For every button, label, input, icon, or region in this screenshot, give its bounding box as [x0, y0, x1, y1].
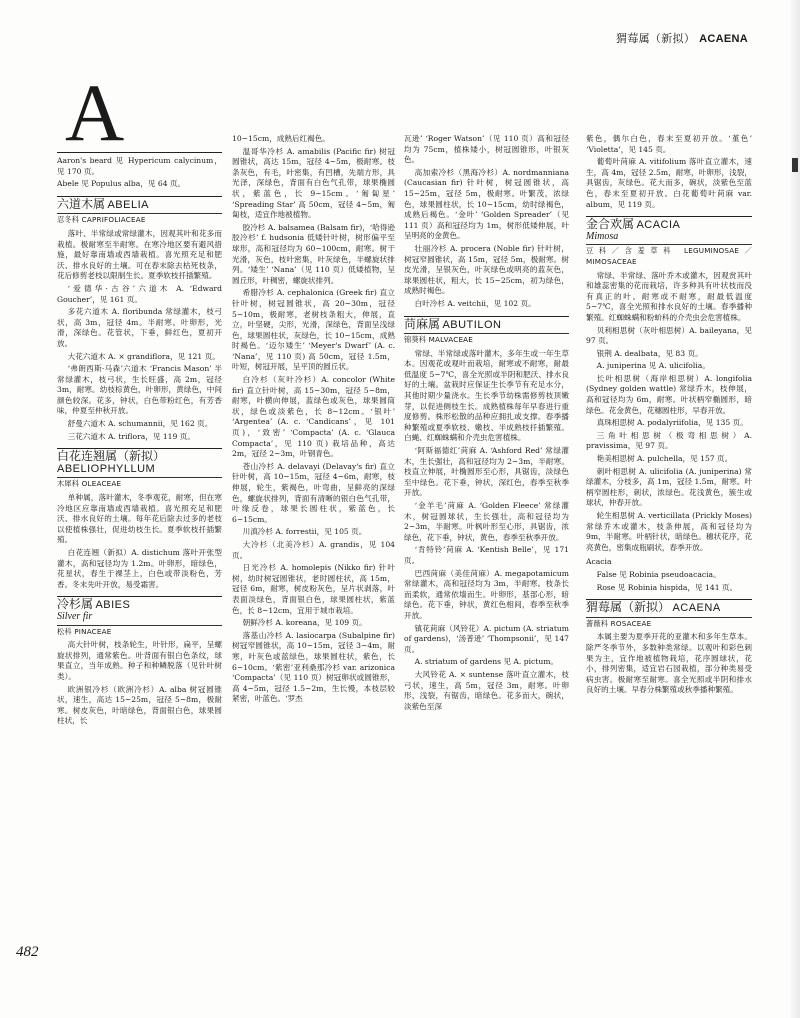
- entry: 大风铃花 A. × suntense 落叶直立灌木，枝弓状，速生，高 5m，冠径 3m，耐寒。叶卵形，浅裂，有锯齿，暗绿色。花多而大，碗状，淡紫色至深: [404, 669, 569, 711]
- entry: 三花六道木 A. triflora，见 119 页。: [67, 431, 195, 441]
- genus-common-name: Silver fir: [57, 610, 93, 622]
- entry: Abele 见 Populus alba，见 64 页。: [57, 179, 186, 189]
- entry: 常绿、半常绿或落叶灌木，多年生或一年生草本。因观花或观叶而栽培，耐寒或不耐寒，耐最低温度 5~7℃，喜全光照或半阴和肥沃、排水良好的土壤。盆栽时应保证生长季节有充足水分，其他时期少量浇水。生长季节幼株需修剪枝顶嫩芽，以促进侧枝生长。成熟植株每年早春进行重度修剪。株形松散的品种应拥扎或支撑。春季播种繁殖或夏季软枝、嫩枝、半成熟枝扦插繁殖。白蝇、红蜘蛛螨和介壳虫危害植株。: [404, 348, 569, 443]
- genus-heading-acacia: [586, 216, 752, 267]
- entry: Aaron's beard 见 Hypericum calycinum，见 170 页。: [57, 156, 222, 176]
- entry: 朝鲜冷杉 A. koreana，见 109 页。: [242, 618, 367, 628]
- entry: 单种属，落叶灌木，冬季观花，耐寒，但在寒冷地区应靠南墙或西墙栽植。喜光照充足和肥沃、排水良好的土壤。每年花后除去过多的老枝以使植株强壮，促进幼枝生长。夏季软枝扦插繁殖。: [57, 493, 222, 545]
- column-2: [232, 134, 395, 707]
- entry: 葡萄叶苘麻 A. vitifolium 落叶直立灌木，速生，高 4m，冠径 2.5m，耐寒，叶卵形，浅裂，具锯齿，灰绿色。花大而多，碗状，淡紫色至蓝色，春末至夏初开放。白花葡萄叶苘麻 var. album，见 119 页。: [586, 157, 752, 209]
- entry: A. striatum of gardens 见 A. pictum。: [414, 657, 558, 667]
- entry: A. juniperina 见 A. ulicifolia。: [596, 361, 710, 371]
- entry: 瓦逊’ ‘Roger Watson’（见 110 页）高和冠径均为 75cm，植株矮小，树冠圆锥形，叶银灰色。: [404, 134, 569, 165]
- genus-name-lat: ABIES: [95, 599, 131, 612]
- entry: 落叶、半常绿或常绿灌木，因观其叶和花多而栽植。极耐寒至半耐寒。在寒冷地区要有避风措施，最好靠南墙或西墙栽植。喜光照充足和肥沃、排水良好的土壤。可在春末除去枯死枝条，花后修剪老枝以限制生长。夏季软枝扦插繁殖。: [57, 228, 222, 281]
- family-name: 忍冬科 CAPRIFOLIACEAE: [57, 213, 222, 226]
- column-4: [586, 134, 752, 698]
- entry: 舒曼六道木 A. schumannii，见 162 页。: [67, 419, 213, 429]
- genus-name-zh: 六道木属: [57, 196, 106, 211]
- entry: 紫色，偶尔白色，春末至夏初开放。‘堇色’ ‘Violetta’，见 145 页。: [586, 134, 752, 154]
- page-number: 482: [16, 944, 39, 960]
- entry: 白叶冷杉 A. veitchii，见 102 页。: [414, 298, 536, 308]
- genus-name-lat: ABELIA: [107, 198, 149, 211]
- family-name: 松科 PINACEAE: [57, 625, 222, 638]
- genus-name-lat: ABELIOPHYLLUM: [57, 462, 156, 475]
- genus-name-zh: 白花连翘属（新拟）: [57, 449, 166, 464]
- entry: 白冷杉（灰叶冷杉）A. concolor (White fir) 直立针叶树，高 15~30m，冠径 5~8m，耐寒，叶横向伸展，蓝绿色或灰色，球果圆筒状，绿色或淡紫色，长 8~12cm。‘银叶’ ‘Argentea’ (A. c. ‘Candicans’，见 101 页)，‘致密’ ‘Compacta’ (A. c. ‘Glauca Compacta’，见 110 页) 栽培品种，高达 2m，冠径 2~3m，叶钢青色。: [232, 375, 395, 459]
- cross-ref-entry: Rose 见 Robinia hispida，见 141 页。: [596, 582, 738, 592]
- genus-name-zh: 猬莓属（新拟）: [586, 600, 671, 615]
- entry: 欧洲银冷杉（欧洲冷杉）A. alba 树冠圆锥状，速生，高达 15~25m，冠径 5~8m，极耐寒。树皮灰色，叶暗绿色，背面银白色，球果圆柱状，长: [57, 684, 222, 726]
- entry: 镇花苘麻（风铃花）A. pictum (A. striatum of gardens)，‘汤普逊’ ‘Thompsonii’，见 147 页。: [404, 623, 569, 654]
- cross-ref-entry: False 见 Robinia pseudoacacia。: [596, 569, 721, 579]
- page-edge: [790, 0, 800, 1018]
- entry: 温哥华冷杉 A. amabilis (Pacific fir) 树冠圆锥状，高达 15m，冠径 4~5m，极耐寒。枝条灰色，有毛，叶密集，有凹槽，先端方形，具光泽，深绿色，背面有白色气孔带，球果椭圆状，紫蓝色，长 9~15cm。‘匍匐星’ ‘Spreading Star’ 高 50cm，冠径 4~5m，匍匐枝，适宜作地被植物。: [232, 146, 395, 220]
- genus-name-lat: ACAENA: [672, 602, 721, 615]
- entry: ‘金羊毛’苘麻 A. ‘Golden Fleece’ 常绿灌木，树冠圆球状，生长强壮，高和冠径均为 2~3m，半耐寒。叶枫叶形至心形，具锯齿，浓绿色，花下垂，钟状，黄色，春季至秋季开放。: [404, 501, 569, 542]
- entry: 10~15cm，成熟后红褐色。: [232, 134, 330, 143]
- family-name: 木犀科 OLEACEAE: [57, 477, 222, 490]
- entry: ‘阿斯福德红’苘麻 A. ‘Ashford Red’ 常绿灌木，生长强壮，高和冠径均为 2~3m，半耐寒。枝直立伸展，叶椭圆形至心形，具锯齿，淡绿色至中绿色。花下垂，钟状，深红色，春季至秋季开放。: [404, 446, 569, 498]
- entry: 壮丽冷杉 A. procera (Noble fir) 针叶树，树冠窄圆锥状，高 15m，冠径 5m，极耐寒。树皮光滑，呈银灰色，叶灰绿色或明亮的蓝灰色，球果圆柱状，粗大，长 15~25cm，初为绿色，成熟时褐色。: [404, 243, 569, 296]
- entry: 高大针叶树，枝条轮生，叶针形，扁平，呈螺旋状排列，通常紫色。叶背面有银白色条纹，球果直立，当年成熟。种子和种鳞脱落（见针叶树类）。: [57, 640, 222, 681]
- entry: 本属主要为夏季开花的亚灌木和多年生草本。除严冬季节外，多数种类常绿。以观叶和彩色刺果为主，宜作地被植物栽培，花序圆球状，花小，排列密集，适宜岩石园栽植，部分种类易受病虫害。极耐寒至耐寒。喜全光照或半阴和排水良好的土壤。早春分株繁殖或秋季播种繁殖。: [586, 632, 752, 695]
- entry: 大冷杉（北美冷杉）A. grandis，见 104 页。: [232, 539, 395, 560]
- running-header-lat: ACAENA: [699, 33, 748, 45]
- cross-ref-title: Acacia: [586, 557, 612, 567]
- genus-heading-abutilon: [404, 316, 569, 346]
- entry: 三角叶相思树（极弯相思树）A. pravissima，见 97 页。: [586, 430, 752, 451]
- entry: 苍山冷杉 A. delavayi (Delavay's fir) 直立针叶树，高 10~15m，冠径 4~6m，耐寒，枝伸展，轮生，紫褐色，叶弯曲，呈鲜亮的深绿色，螺旋状排列，背面有清晰的银白色气孔带，叶缘反卷，球果长圆柱状，紫蓝色，长 6~15cm。: [232, 461, 395, 524]
- entry: 轮生相思树 A. verticillata (Prickly Moses) 常绿乔木或灌木，枝条伸展，高和冠径均为 9m，半耐寒。叶柄针状，暗绿色。穗状花序，花亮黄色，密集成瓶刷状，春季开放。: [586, 511, 752, 552]
- entry: 贝利相思树（灰叶相思树）A. baileyana，见 97 页。: [586, 325, 752, 346]
- entry: 高加索冷杉（黑海冷杉）A. nordmanniana (Caucasian fir) 针叶树，树冠圆锥状，高 15~25m，冠径 5m，极耐寒。叶繁茂，浓绿色，球果圆柱状，长 10~15cm，幼时绿褐色，成熟后褐色。‘金叶’ ‘Golden Spreader’（见 111 页）高和冠径均为 1m，树形低矮伸展，叶呈明亮的金黄色。: [404, 167, 569, 241]
- entry: 多花六道木 A. floribunda 常绿灌木，枝弓状，高 3m，冠径 4m。半耐寒。叶卵形，光滑，深绿色。花管状，下垂，鲜红色，夏初开放。: [57, 307, 222, 348]
- entry: 常绿、半常绿、落叶乔木或灌木，因观赏其叶和雄蕊密集的花而栽培，许多种具有叶状枝而没有真正的叶。耐寒或不耐寒，耐最低温度 5~7℃，喜全光照和排水良好的土壤。春季播种繁殖。红蜘蛛螨和粉蚧科的介壳虫会危害植株。: [586, 270, 752, 322]
- genus-name-zh: 冷杉属: [57, 597, 94, 612]
- entry: ‘肯特铃’苘麻 A. ‘Kentish Belle’，见 171 页。: [404, 545, 569, 565]
- column-1: [57, 60, 222, 729]
- family-name: 豆科／含羞草科 LEGUMINOSAE／MIMOSACEAE: [586, 246, 752, 266]
- family-name: 锦葵科 MALVACEAE: [404, 333, 569, 346]
- running-header: [616, 30, 748, 46]
- genus-name-zh: 金合欢属: [586, 217, 635, 232]
- genus-name-zh: 苘麻属: [404, 316, 441, 331]
- genus-name-lat: ABUTILON: [442, 318, 502, 331]
- entry: 日光冷杉 A. homolepis (Nikko fir) 针叶树，幼时树冠圆锥状，老时圆柱状，高 15m，冠径 6m，耐寒，树皮粉灰色，呈片状剥落，叶表面淡绿色，背面银白色，球果圆柱状，紫蓝色，长 8~12cm，宜用于城市栽培。: [232, 563, 395, 615]
- column-3: [404, 134, 569, 714]
- entry: 大花六道木 A. × grandiflora，见 121 页。: [67, 351, 220, 361]
- entry: 长叶相思树（海岸相思树）A. longifolia (Sydney golden wattle) 常绿乔木，枝伸展，高和冠径均为 6m，耐寒。叶状柄窄椭圆形，暗绿色。花金黄色，花穗圆柱形，早春开放。: [586, 373, 752, 415]
- entry: 艳美相思树 A. pulchella，见 157 页。: [596, 454, 733, 464]
- entry: 银荆 A. dealbata，见 83 页。: [596, 348, 703, 358]
- genus-heading-abies: [57, 596, 222, 637]
- family-name: 蔷薇科 ROSACEAE: [586, 617, 752, 630]
- running-header-zh: 猬莓属（新拟）: [616, 32, 696, 45]
- genus-heading-abeliophyllum: [57, 448, 222, 490]
- entry: 真珠相思树 A. podalyriifolia，见 135 页。: [596, 418, 748, 428]
- genus-heading-abelia: [57, 196, 222, 226]
- entry: 川滇冷杉 A. forrestii，见 105 页。: [242, 527, 367, 537]
- section-letter: A: [65, 67, 125, 158]
- entry: 白花连翘（新拟）A. distichum 落叶开张型灌木，高和冠径均为 1.2m。叶卵形，暗绿色，花星状，春生于裸茎上，白色或带淡粉色，芳香。冬末先叶开放，易受霜害。: [57, 548, 222, 589]
- genus-common-name: Mimosa: [586, 230, 619, 242]
- entry: ‘爱德华·古谷’六道木 A. ‘Edward Goucher’，见 161 页。: [57, 283, 222, 304]
- entry: 落基山冷杉 A. lasiocarpa (Subalpine fir) 树冠窄圆锥状，高 10~15m，冠径 3~4m，耐寒，叶灰色或蓝绿色，球果圆柱状，紫色，长 6~10cm。‘紫密’亚利桑那冷杉 var. arizonica ‘Compacta’（见 110 页）树冠卵状或圆锥形，高 4~5m，冠径 1.5~2m，生长慢，本枝层较紧密，叶蓝色。‘罗杰: [232, 630, 395, 704]
- genus-name-lat: ACACIA: [636, 219, 681, 232]
- entry: ‘弗朗西斯·马森’六道木 ‘Francis Mason’ 半常绿灌木，枝弓状，生长旺盛，高 2m，冠径 3m，耐寒。幼枝棕黄色，叶卵形，黄绿色，中间颜色较深。花多，钟状，白色带粉红色，有芳香味，仲夏至仲秋开放。: [57, 364, 222, 416]
- entry: 胶冷杉 A. balsamea (Balsam fir)，‘哈得逊胶冷杉’ f. hudsonia 低矮针叶树，树形偏平至球形，高和冠径均为 60~100cm，耐寒。树干光滑，灰色，枝叶密集，叶灰绿色，半螺旋状排列。‘矮生’ ‘Nana’（见 110 页）低矮植物，呈圆丘形，叶稠密，螺旋状排列。: [232, 222, 395, 285]
- entry: 巴西苘麻（美佳苘麻）A. megapotamicum 常绿灌木，高和冠径均为 3m，半耐寒。枝条长而柔软，通常依墙而生。叶卵形，基部心形，暗绿色。花下垂，钟状，黄红色相间，春季至秋季开放。: [404, 568, 569, 620]
- genus-heading-acaena: [586, 599, 752, 629]
- entry: 希腊冷杉 A. cephalonica (Greek fir) 直立针叶树，树冠圆锥状，高 20~30m，冠径 5~10m，极耐寒，老树枝条粗大，伸展，直立，叶坚硬，尖形，光滑，深绿色，背面呈浅绿色，球果圆柱状，灰绿色，长 10~15cm，成熟时褐色。‘迈尔矮生’ ‘Meyer's Dwarf’ (A. c. ‘Nana’，见 110 页) 高 50cm，冠径 1.5m，叶短，树冠开展，呈平顶的圆丘状。: [232, 288, 395, 372]
- thumb-index-tab: [792, 158, 798, 172]
- entry: 刺叶相思树 A. ulicifolia (A. juniperina) 常绿灌木，分枝多，高 1m，冠径 1.5m，耐寒。叶柄窄圆柱形，刺状，浓绿色。花浅黄色，簇生或球状，仲春开放。: [586, 466, 752, 508]
